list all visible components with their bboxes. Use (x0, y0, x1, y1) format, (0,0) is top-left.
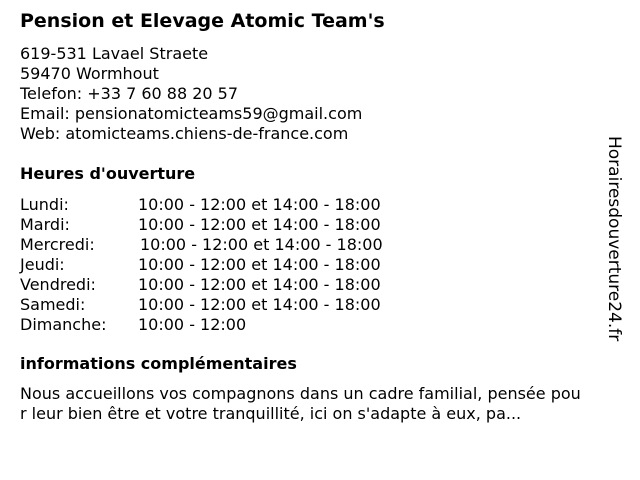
hours-table (20, 195, 440, 335)
time-range: 10:00 - 12:00 et 14:00 - 18:00 (138, 195, 381, 214)
website: Web: atomicteams.chiens-de-france.com (20, 124, 349, 143)
info-line: r leur bien être et votre tranquillité, ici on s'adapte à eux, pa... (20, 404, 522, 423)
city-address: 59470 Wormhout (20, 64, 159, 83)
info-text (20, 384, 625, 424)
info-line: Nous accueillons vos compagnons dans un cadre familial, pensée pou (20, 384, 581, 403)
time-range: 10:00 - 12:00 et 14:00 - 18:00 (138, 215, 381, 234)
email-address: Email: pensionatomicteams59@gmail.com (20, 104, 363, 123)
day-label: Dimanche: (20, 315, 107, 334)
time-range: 10:00 - 12:00 et 14:00 - 18:00 (138, 275, 381, 294)
hours-row-friday (20, 275, 440, 295)
hours-row-tuesday (20, 215, 440, 235)
hours-row-saturday (20, 295, 440, 315)
business-title: Pension et Elevage Atomic Team's (20, 10, 385, 32)
contact-block (20, 44, 362, 144)
time-range: 10:00 - 12:00 et 14:00 - 18:00 (138, 295, 381, 314)
hours-row-wednesday (20, 235, 440, 255)
time-range: 10:00 - 12:00 (138, 315, 247, 334)
street-address: 619-531 Lavael Straete (20, 44, 209, 63)
day-label: Lundi: (20, 195, 69, 214)
hours-row-monday (20, 195, 440, 215)
site-watermark: Horairesdouverture24.fr (604, 136, 624, 342)
hours-heading: Heures d'ouverture (20, 164, 196, 183)
hours-row-sunday (20, 315, 440, 335)
time-range: 10:00 - 12:00 et 14:00 - 18:00 (138, 255, 381, 274)
day-label: Vendredi: (20, 275, 96, 294)
day-label: Mercredi: (20, 235, 95, 254)
day-label: Jeudi: (20, 255, 65, 274)
info-heading: informations complémentaires (20, 354, 297, 373)
day-label: Mardi: (20, 215, 70, 234)
time-range: 10:00 - 12:00 et 14:00 - 18:00 (140, 235, 383, 254)
phone-number: Telefon: +33 7 60 88 20 57 (20, 84, 239, 103)
day-label: Samedi: (20, 295, 86, 314)
hours-row-thursday (20, 255, 440, 275)
